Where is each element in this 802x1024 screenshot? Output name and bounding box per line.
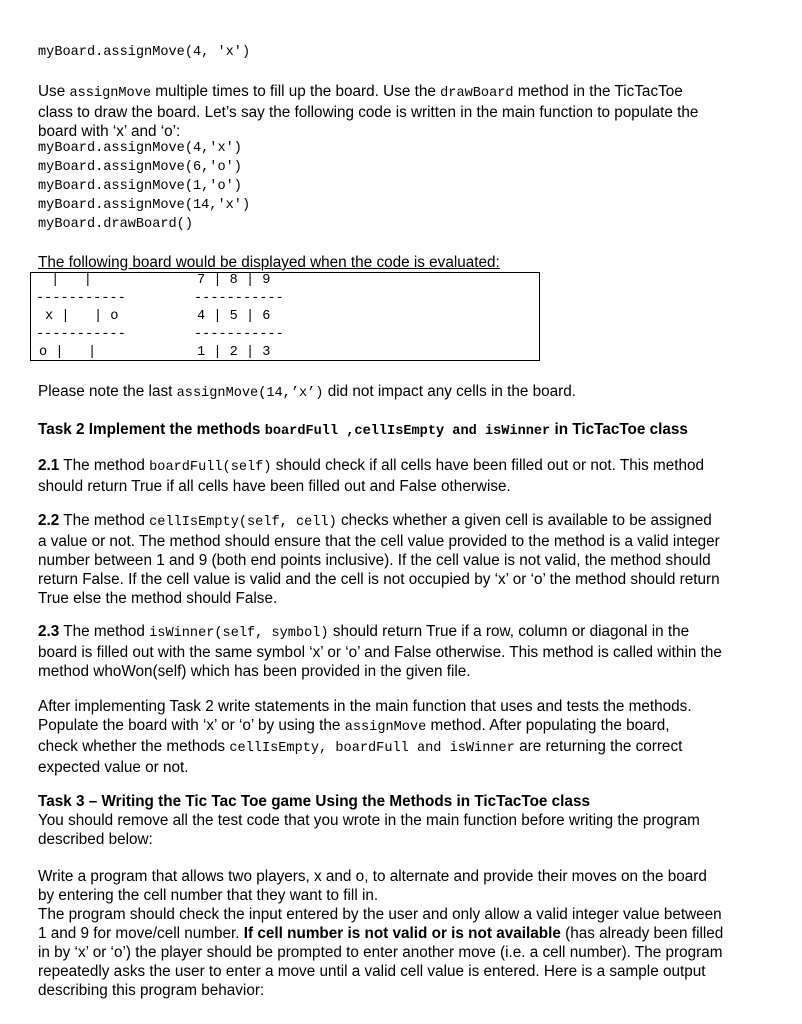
board-right-row-1: 7 | 8 | 9 bbox=[197, 273, 271, 288]
board-right-row-3: 1 | 2 | 3 bbox=[197, 345, 271, 360]
section-2-1: 2.1 The method boardFull(self) should check if all cells have been filled out or not. This method should return True if all cells have been filled out and False otherwise. bbox=[38, 457, 705, 495]
code-line: myBoard.assignMove(1,'o') bbox=[38, 179, 242, 194]
board-output-box bbox=[30, 272, 540, 361]
code-line: myBoard.drawBoard() bbox=[38, 217, 193, 232]
board-left-separator-2: ----------- bbox=[36, 327, 126, 342]
after-task2-paragraph: After implementing Task 2 write statements in the main function that uses and tests the methods. Populate the board with ‘x’ or ‘o’ by using the assignMove method. After populating the board, check whether the methods cellIsEmpty, boardFull and isWinner are returning the correct expected value or not. bbox=[38, 698, 692, 776]
board-left-row-1: | | bbox=[43, 273, 92, 288]
intro-paragraph: Use assignMove multiple times to fill up the board. Use the drawBoard method in the TicTacToe class to draw the board. Let’s say the following code is written in the main function to populate the board with ‘x’ and ‘o’: bbox=[38, 83, 699, 140]
board-left-row-3: o | | bbox=[39, 345, 97, 360]
code-line: myBoard.assignMove(14,'x') bbox=[38, 198, 251, 213]
code-line: myBoard.assignMove(6,'o') bbox=[38, 160, 242, 175]
board-left-row-2: x | | o bbox=[45, 309, 119, 324]
code-line: myBoard.assignMove(4,'x') bbox=[38, 141, 242, 156]
board-right-row-2: 4 | 5 | 6 bbox=[197, 309, 271, 324]
board-right-separator-1: ----------- bbox=[194, 291, 284, 306]
task2-heading: Task 2 Implement the methods boardFull ,cellIsEmpty and isWinner in TicTacToe class bbox=[38, 421, 688, 439]
section-2-3: 2.3 The method isWinner(self, symbol) should return True if a row, column or diagonal in the board is filled out with the same symbol ‘x’ or ‘o’ and False otherwise. This method is called within the method whoWon(self) which has been provided in the given file. bbox=[38, 623, 722, 680]
task3-heading: Task 3 – Writing the Tic Tac Toe game Using the Methods in TicTacToe class bbox=[38, 793, 590, 810]
program-description: Write a program that allows two players, x and o, to alternate and provide their moves on the board by entering the cell number that they want to fill in. The program should check the input entered by the user and only allow a valid integer value between 1 and 9 for move/cell number. If cell number is not valid or is not available (has already been filled in by ‘x’ or ‘o’) the player should be prompted to enter another move (i.e. a cell number). The program repeatedly asks the user to enter a move until a valid cell value is entered. Here is a sample output describing this program behavior: bbox=[38, 868, 724, 999]
note-paragraph: Please note the last assignMove(14,’x’) did not impact any cells in the board. bbox=[38, 383, 577, 401]
task3-section: Task 3 – Writing the Tic Tac Toe game Using the Methods in TicTacToe class You should remove all the test code that you wrote in the main function before writing the program described below: bbox=[38, 793, 700, 848]
board-left-separator-1: ----------- bbox=[36, 291, 126, 306]
board-caption: The following board would be displayed when the code is evaluated: bbox=[38, 254, 500, 271]
section-2-2: 2.2 The method cellIsEmpty(self, cell) checks whether a given cell is available to be assigned a value or not. The method should ensure that the cell value provided to the method is a valid integer number between 1 and 9 (both end points inclusive). If the cell value is not valid, the method should return False. If the cell value is valid and the cell is not occupied by ‘x’ or ‘o’ the method should return True else the method should False. bbox=[38, 512, 720, 607]
board-right-separator-2: ----------- bbox=[194, 327, 284, 342]
code-line-assign-move: myBoard.assignMove(4, 'x') bbox=[38, 45, 251, 60]
